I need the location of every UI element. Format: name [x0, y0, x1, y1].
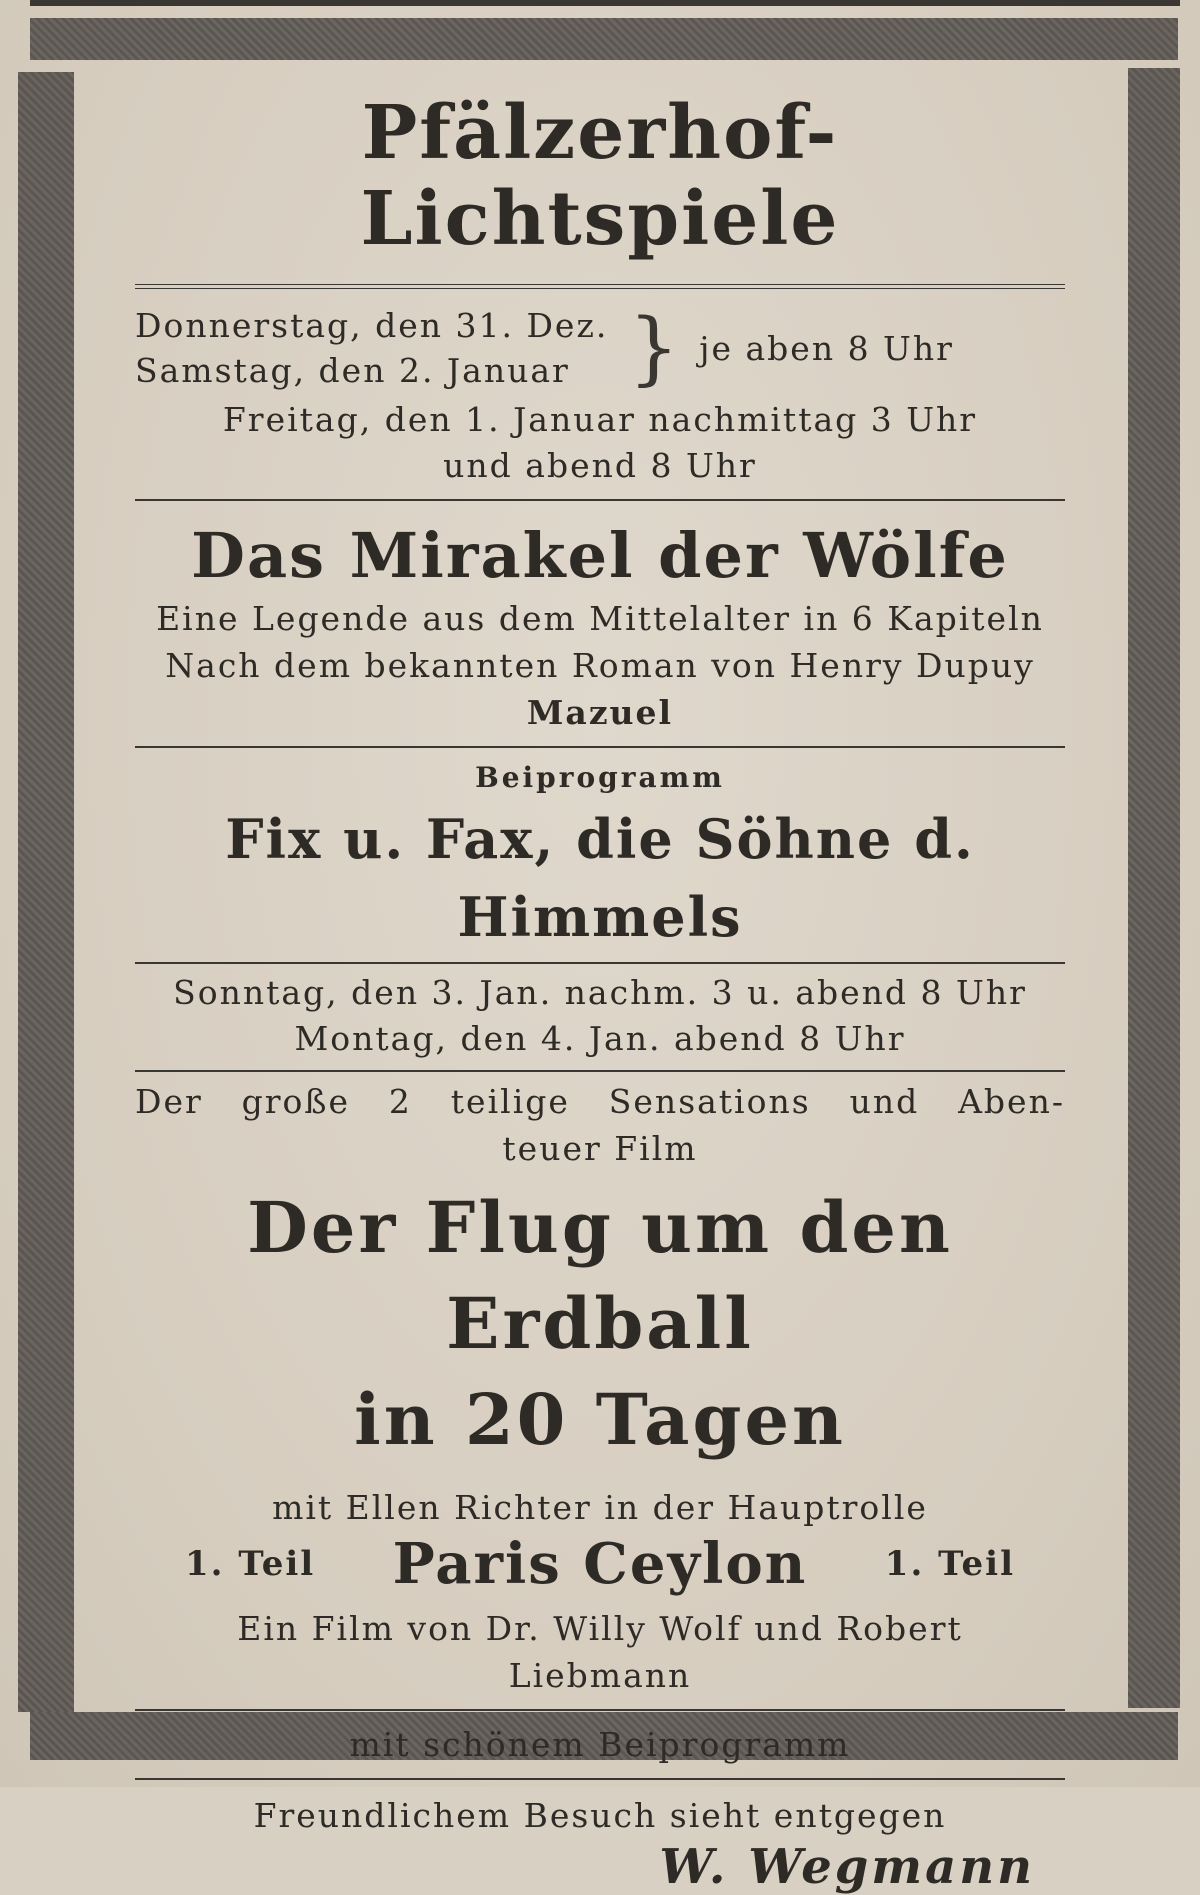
- film-description: Mazuel: [526, 693, 674, 732]
- venue-title: Pfälzerhof-Lichtspiele: [360, 90, 840, 262]
- border-top: [30, 18, 1178, 60]
- ad-content: [135, 80, 1065, 1895]
- extra-program: mit schönem Beiprogramm: [349, 1725, 851, 1764]
- film-intro: teuer Film: [502, 1129, 698, 1168]
- schedule-line: Freitag, den 1. Januar nachmittag 3 Uhr: [222, 400, 978, 439]
- support-title: Fix u. Fax, die Söhne d. Himmels: [225, 807, 975, 949]
- support-label: Beiprogramm: [475, 761, 725, 794]
- part-label: 1. Teil: [884, 1544, 1015, 1584]
- film-title: Das Mirakel der Wölfe: [191, 519, 1009, 592]
- film-description: Eine Legende aus dem Mittelalter in 6 Kapiteln: [156, 599, 1044, 638]
- film-intro: Der große 2 teilige Sensations und Aben-: [135, 1082, 1065, 1121]
- part-line: [135, 1531, 1065, 1597]
- border-right: [1128, 68, 1180, 1708]
- film-description: Nach dem bekannten Roman von Henry Dupuy: [165, 646, 1035, 685]
- film-credit: Ein Film von Dr. Willy Wolf und Robert: [237, 1609, 963, 1648]
- film-title: in 20 Tagen: [354, 1378, 846, 1461]
- schedule-line: Donnerstag, den 31. Dez.: [135, 306, 609, 345]
- top-rule: [30, 0, 1180, 6]
- closing-line: Freundlichem Besuch sieht entgegen: [253, 1796, 947, 1835]
- schedule-line: Samstag, den 2. Januar: [135, 351, 570, 390]
- schedule-line: Montag, den 4. Jan. abend 8 Uhr: [294, 1019, 906, 1058]
- brace-icon: }: [628, 301, 680, 394]
- film-credit: Liebmann: [508, 1656, 692, 1695]
- border-left: [18, 72, 74, 1712]
- film-cast: mit Ellen Richter in der Hauptrolle: [272, 1488, 928, 1527]
- schedule-time: je aben 8 Uhr: [699, 328, 954, 368]
- part-label: 1. Teil: [185, 1544, 316, 1584]
- schedule-line: Sonntag, den 3. Jan. nachm. 3 u. abend 8 Uhr: [173, 973, 1027, 1012]
- schedule-line: und abend 8 Uhr: [443, 446, 757, 485]
- part-title: Paris Ceylon: [392, 1531, 808, 1597]
- schedule-block-1: [135, 289, 1065, 397]
- signature: W. Wegmann: [659, 1839, 1035, 1895]
- film-title: Der Flug um den Erdball: [247, 1186, 953, 1365]
